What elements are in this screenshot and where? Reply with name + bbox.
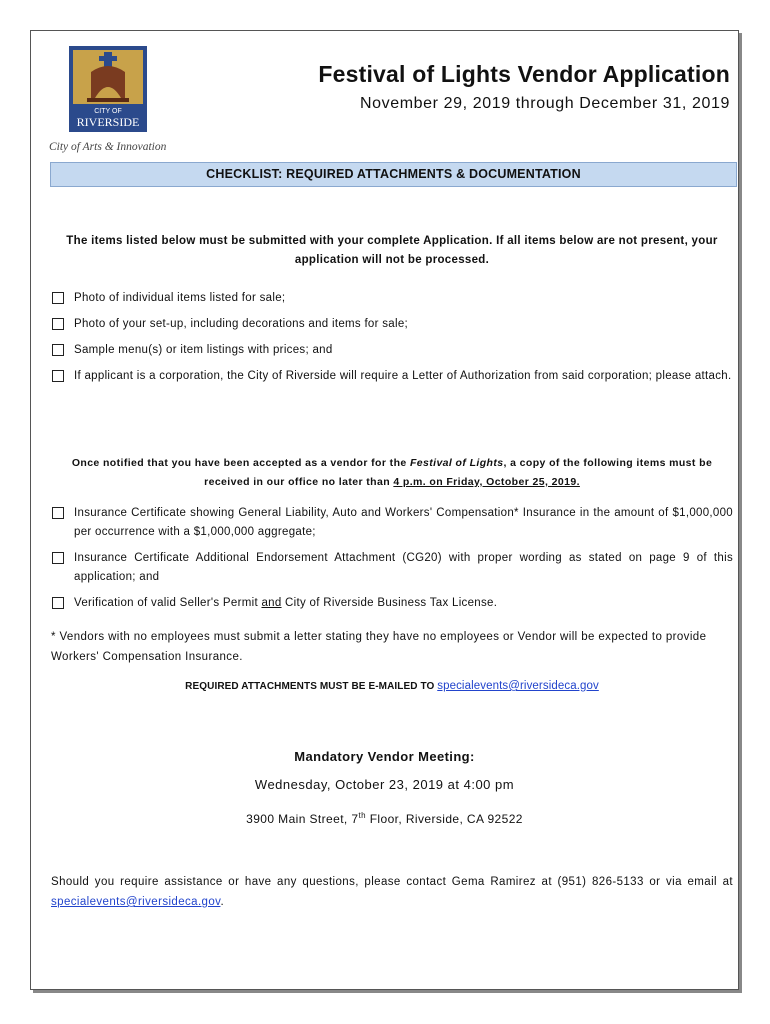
address-sup: th [358,811,366,820]
required-email-link[interactable]: specialevents@riversideca.gov [437,680,599,692]
required-label: REQUIRED ATTACHMENTS MUST BE E-MAILED TO [185,681,438,692]
checklist-heading: CHECKLIST: REQUIRED ATTACHMENTS & DOCUMENTATION [50,162,737,187]
checkbox[interactable] [52,507,64,519]
meeting-address [31,811,738,826]
intro-text: The items listed below must be submitted with your complete Application. If all items below are not present, your application will not be processed. [66,235,718,266]
checkbox[interactable] [52,370,64,382]
notice-deadline: 4 p.m. on Friday, October 25, 2019. [393,476,580,488]
checkbox[interactable] [52,292,64,304]
list-item-label: Sample menu(s) or item listings with prices; and [74,344,333,356]
meeting-date: Wednesday, October 23, 2019 at 4:00 pm [254,777,515,792]
list-item-label: Photo of individual items listed for sale; [74,292,286,304]
list-item [51,315,733,334]
application-page [30,30,739,990]
contact-text [51,872,733,912]
contact-end: . [220,896,225,908]
checkbox[interactable] [52,318,64,330]
logo-city-of: CITY OF [94,108,122,115]
city-of-riverside-logo [69,46,147,132]
notice-mid: , a copy of the following items must be received in our office no later than [204,457,713,488]
list-item-label: Insurance Certificate showing General Liability, Auto and Workers' Compensation* Insurance in the amount of $1,000,000 per occurrence with a $1,000,000 aggregate; [74,507,733,538]
list-item-label: Photo of your set-up, including decorations and items for sale; [74,318,409,330]
list-item [51,367,733,386]
list-item-label-post: City of Riverside Business Tax License. [281,597,498,609]
contact-body: Should you require assistance or have any questions, please contact Gema Ramirez at (951) 826-5133 or via email at [51,876,733,888]
required-email-line [51,680,733,692]
checkbox[interactable] [52,597,64,609]
contact-email-link[interactable]: specialevents@riversideca.gov [51,896,221,908]
list-item [51,504,733,542]
list-item-label: If applicant is a corporation, the City of Riverside will require a Letter of Authorization from said corporation; please attach. [74,370,732,382]
checkbox[interactable] [52,552,64,564]
page-title: Festival of Lights Vendor Application [318,61,730,87]
checkbox[interactable] [52,344,64,356]
logo-tagline: City of Arts & Innovation [49,141,167,153]
list-item [51,549,733,587]
post-acceptance-items-list [51,504,733,620]
list-item [51,594,733,613]
list-item-label: Insurance Certificate Additional Endorsement Attachment (CG20) with proper wording as stated on page 9 of this application; and [74,552,733,583]
footnote: * Vendors with no employees must submit a letter stating they have no employees or Vendor will be expected to provide Workers' Compensation Insurance. [51,631,707,663]
address-post: Floor, Riverside, CA 92522 [365,812,523,826]
address-pre: 3900 Main Street, 7 [246,812,359,826]
required-items-list [51,289,733,393]
list-item-label-pre: Verification of valid Seller's Permit [74,597,262,609]
meeting-heading: Mandatory Vendor Meeting: [294,749,475,764]
page-subtitle: November 29, 2019 through December 31, 2019 [359,95,730,112]
logo-name: RIVERSIDE [76,115,140,129]
acceptance-notice [51,454,733,492]
list-item [51,341,733,360]
notice-pre: Once notified that you have been accepted as a vendor for the [71,457,410,469]
list-item-label-and: and [261,597,282,609]
list-item [51,289,733,308]
notice-event: Festival of Lights [409,457,504,469]
